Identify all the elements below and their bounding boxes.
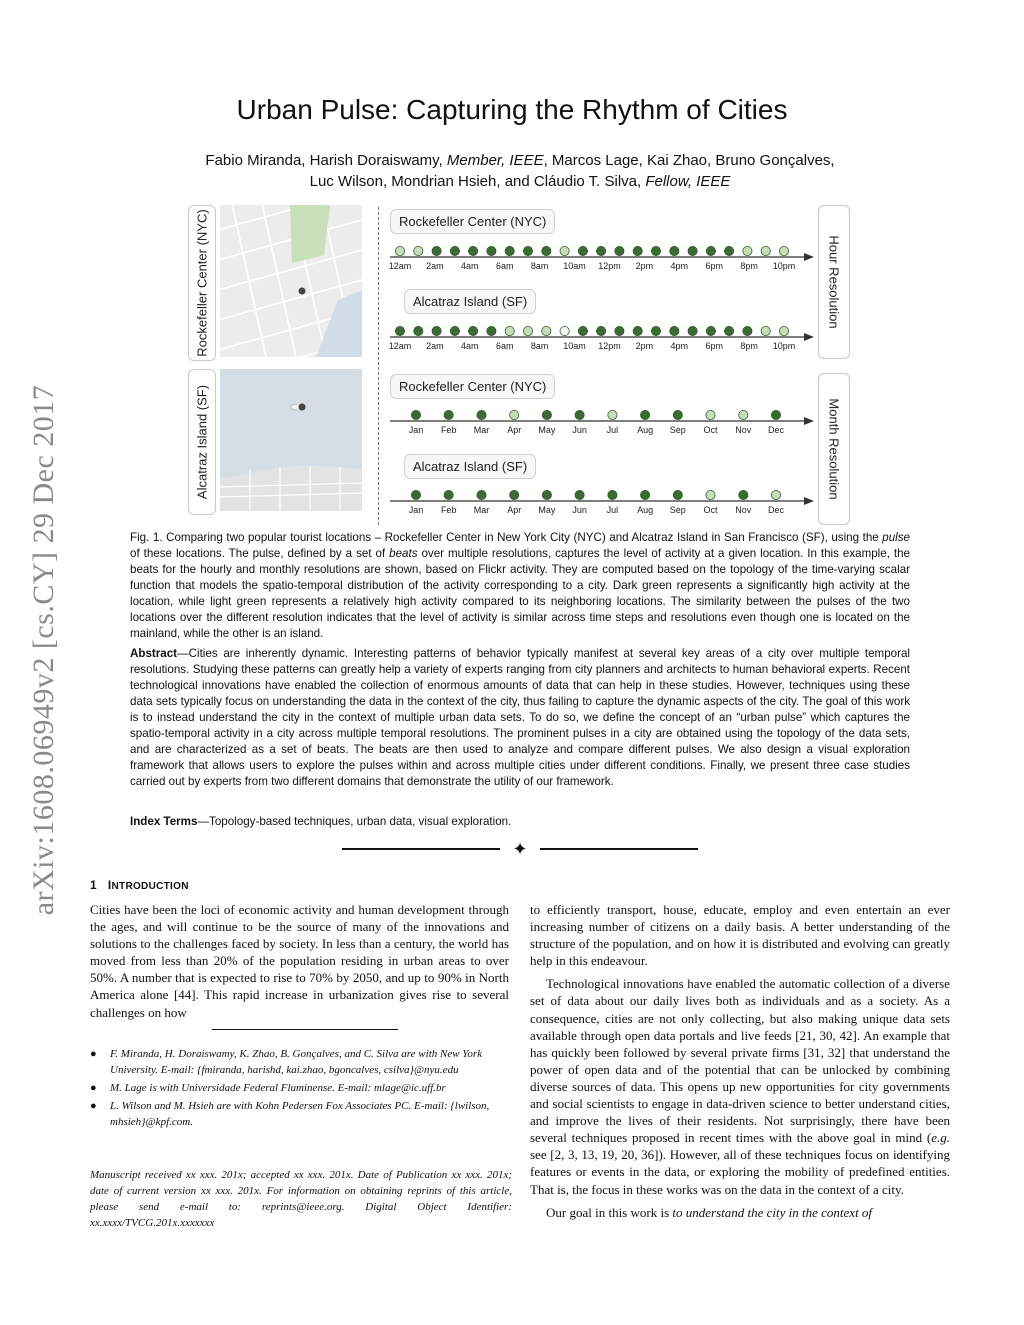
- beat-marker: [560, 246, 569, 255]
- beat-marker: [761, 326, 770, 335]
- tick-label: Aug: [637, 505, 654, 515]
- beat-marker: [608, 410, 617, 419]
- beat-marker: [743, 326, 752, 335]
- section-heading: [90, 878, 189, 892]
- tick-label: Sep: [669, 505, 686, 515]
- abstract-label: Abstract: [130, 647, 178, 660]
- right-label-hour: Hour Resolution: [826, 235, 842, 329]
- pulse-beats-chart: [386, 203, 816, 528]
- manuscript-note: Manuscript received xx xxx. 201x; accepted xx xxx. 201x. Date of Publication xx xxx. 201x; date of current version xx xxx. 201x. For information on obtaining reprints of this article, please send e-mail to: reprints@ieee.org. Digital Object Identifier: xx.xxxx/TVCG.201x.xxxxxxx: [90, 1169, 512, 1229]
- tick-label: May: [538, 425, 556, 435]
- tick-label: Feb: [440, 505, 457, 515]
- beat-marker: [578, 326, 587, 335]
- tick-label: Aug: [637, 425, 654, 435]
- tick-label: Oct: [703, 505, 718, 515]
- tick-label: 2pm: [635, 261, 654, 271]
- abstract-text: —Cities are inherently dynamic. Interesting patterns of behavior typically manifest at several key areas of a city over multiple temporal resolutions. Studying these patterns can greatly help a variety of experts ranging from city planners and architects to human behavioral experts. Recent technological innovations have enabled the collection of enormous amounts of data that can help in these studies. However, techniques using these data sets typically focus on understanding the data in the context of the city, thus failing to capture the dynamic aspects of the city. The goal of this work is to instead understand the city in the context of multiple urban data sets. To do so, we define the concept of an “urban pulse” which captures the spatio-temporal activity in a city across multiple temporal resolutions. The prominent pulses in a city are obtained using the topology of the data sets, and are characterized as a set of beats. The beats are then used to analyze and compare different pulses. We also design a visual exploration framework that allows users to explore the pulses within and across multiple cities under different conditions. Finally, we present three case studies carried out by experts from two different domains that demonstrate the utility of our framework.: [130, 647, 910, 788]
- separator-line-left: [342, 848, 500, 850]
- figure-divider: [378, 207, 379, 525]
- section-number: 1: [90, 878, 97, 892]
- beat-marker: [670, 246, 679, 255]
- beat-marker: [771, 410, 780, 419]
- tick-label: 12pm: [598, 261, 621, 271]
- pill-nyc-hour: Rockefeller Center (NYC): [390, 209, 555, 234]
- right-p2-b: see [2, 3, 13, 19, 20, 36]). However, all of these techniques focus on identifying features or events in the data, or exploring the mobility of predefined entities. That is, the focus in these works was on the data in the context of a city.: [530, 1147, 950, 1197]
- caption-part-1: Fig. 1. Comparing two popular tourist locations – Rockefeller Center in New York City (NYC) and Alcatraz Island in San Francisco (SF), using the: [130, 531, 883, 544]
- tick-label: 4am: [461, 261, 479, 271]
- pill-sf-month: Alcatraz Island (SF): [404, 454, 536, 479]
- beat-marker: [673, 410, 682, 419]
- authors-line2-role: Fellow, IEEE: [645, 173, 731, 190]
- index-terms: [130, 814, 910, 830]
- footnote-text: F. Miranda, H. Doraiswamy, K. Zhao, B. Gonçalves, and C. Silva are with New York University. E-mail: {fmiranda, harishd, kai.zhao, bgoncalves, csilva}@nyu.edu: [110, 1048, 483, 1076]
- beat-marker: [444, 490, 453, 499]
- section-title-rest: NTRODUCTION: [111, 881, 189, 892]
- section-first-letter: I: [107, 878, 112, 892]
- caption-italic-pulse: pulse: [882, 531, 910, 544]
- right-paragraph-1: to efficiently transport, house, educate, employ and even entertain an ever increasing number of citizens on a daily basis. A better understanding of the structure of the population, and on how it is distributed and evolving can greatly help in this endeavour.: [530, 902, 950, 969]
- section-separator: [342, 838, 698, 860]
- footnote-rule: [212, 1029, 398, 1030]
- tick-label: Mar: [473, 505, 490, 515]
- right-p2-eg: e.g.: [931, 1130, 950, 1146]
- arxiv-identifier-text: arXiv:1608.06949v2 [cs.CY] 29 Dec 2017: [27, 384, 60, 916]
- beat-marker: [761, 246, 770, 255]
- beat-marker: [743, 246, 752, 255]
- beat-marker: [411, 490, 420, 499]
- caption-italic-beats: beats: [389, 547, 418, 560]
- beat-marker: [510, 410, 519, 419]
- beat-marker: [450, 246, 459, 255]
- tick-label: 8pm: [740, 341, 758, 351]
- tick-label: 10am: [563, 261, 586, 271]
- beat-marker: [779, 326, 788, 335]
- beat-marker: [651, 326, 660, 335]
- intro-left-column: Cities have been the loci of economic activity and human development through the ages, and will continue to be the source of many of the innovations and solutions to the challenges faced by society. In less than a century, the world has moved from less than 20% of the population residing in urban areas to over 50%. A number that is expected to rise to 70% by 2050, and up to 90% in North America alone [44]. This rapid increase in urbanization gives rise to several challenges on how: [90, 902, 509, 1020]
- beat-marker: [487, 326, 496, 335]
- tick-label: Oct: [703, 425, 718, 435]
- tick-label: Jan: [408, 425, 424, 435]
- tick-label: Mar: [473, 425, 490, 435]
- footnote-bullet-icon: ●: [90, 1100, 97, 1112]
- beat-marker: [688, 326, 697, 335]
- author-list: [120, 150, 920, 192]
- beat-marker: [523, 246, 532, 255]
- beat-marker: [633, 246, 642, 255]
- right-paragraph-3: [530, 1204, 950, 1221]
- footnote-item: [88, 1046, 510, 1078]
- authors-line2-a: Luc Wilson, Mondrian Hsieh, and Cláudio T. Silva,: [309, 173, 646, 190]
- tick-label: 6pm: [705, 261, 723, 271]
- tick-label: Jul: [606, 505, 619, 515]
- beat-marker: [542, 410, 551, 419]
- tick-label: 2am: [426, 261, 444, 271]
- beat-marker: [469, 326, 478, 335]
- beat-marker: [597, 326, 606, 335]
- beat-marker: [395, 326, 404, 335]
- tick-label: 8pm: [740, 261, 758, 271]
- authors-line1-role: Member, IEEE: [446, 152, 544, 169]
- tick-label: Dec: [767, 505, 785, 515]
- beat-marker: [505, 326, 514, 335]
- tick-label: 2am: [426, 341, 444, 351]
- beat-marker: [414, 246, 423, 255]
- footnote-text: L. Wilson and M. Hsieh are with Kohn Pedersen Fox Associates PC. E-mail: {lwilson, mhsieh}@kpf.com.: [110, 1100, 490, 1128]
- paper-title: Urban Pulse: Capturing the Rhythm of Cities: [236, 94, 788, 125]
- beat-marker: [414, 326, 423, 335]
- tick-label: Jun: [572, 425, 587, 435]
- beat-marker: [706, 490, 715, 499]
- tick-label: 4pm: [670, 341, 689, 351]
- beat-marker: [739, 490, 748, 499]
- footnotes: [88, 1046, 510, 1132]
- left-label-nyc: Rockefeller Center (NYC): [194, 209, 210, 357]
- figure-caption: [130, 530, 910, 642]
- beat-marker: [523, 326, 532, 335]
- tick-label: Jul: [606, 425, 619, 435]
- beat-marker: [432, 246, 441, 255]
- beat-marker: [444, 410, 453, 419]
- beat-marker: [450, 326, 459, 335]
- abstract: [130, 646, 910, 790]
- beat-marker: [575, 410, 584, 419]
- beat-marker: [505, 246, 514, 255]
- tick-label: Apr: [507, 505, 522, 515]
- separator-diamond-icon: ✦: [512, 839, 528, 859]
- authors-line1-a: Fabio Miranda, Harish Doraiswamy,: [205, 152, 447, 169]
- beat-marker: [432, 326, 441, 335]
- beat-marker: [477, 490, 486, 499]
- left-label-tab-nyc: [188, 205, 216, 361]
- beat-marker: [615, 246, 624, 255]
- beat-marker: [560, 326, 569, 335]
- right-label-tab-hour: [818, 205, 850, 359]
- footnote-bullet-icon: ●: [90, 1082, 97, 1094]
- index-terms-text: —Topology-based techniques, urban data, visual exploration.: [197, 815, 512, 828]
- footnote-item: [88, 1098, 510, 1130]
- tick-label: Nov: [735, 505, 752, 515]
- map-nyc: [220, 205, 362, 357]
- pill-sf-hour: Alcatraz Island (SF): [404, 289, 536, 314]
- tick-label: Nov: [735, 425, 752, 435]
- tick-label: 8am: [530, 261, 549, 271]
- beat-marker: [633, 326, 642, 335]
- map-sf: [220, 369, 362, 511]
- right-p2-a: Technological innovations have enabled the automatic collection of a diverse set of data about our daily lives both as individuals and as a society. As a consequence, cities are not only collecting, but also making unique data sets available through open data portals and live feeds [21, 30, 42]. An example that has quickly been followed by several private firms [31, 32] that understand the power of open data and of the potential that can be unlocked by combining diverse sources of data. This opens up new opportunities for city governments and social scientists to engage in data-driven science to better understand cities, and improve the lives of their residents. Not surprisingly, there have been several techniques proposed in recent times with the above goal in mind (: [530, 976, 950, 1146]
- beat-marker: [477, 410, 486, 419]
- tick-label: Jun: [572, 505, 587, 515]
- tick-label: 12am: [388, 341, 412, 351]
- tick-label: 8am: [530, 341, 549, 351]
- beat-marker: [411, 410, 420, 419]
- beat-marker: [487, 246, 496, 255]
- left-label-tab-sf: [188, 369, 216, 515]
- figure-1: [186, 203, 854, 528]
- timeline-arrow-icon: [804, 497, 814, 505]
- beat-marker: [725, 246, 734, 255]
- beat-marker: [615, 326, 624, 335]
- beat-marker: [597, 246, 606, 255]
- beat-marker: [395, 246, 404, 255]
- map-nyc-graphic: [220, 205, 362, 357]
- separator-line-right: [540, 848, 698, 850]
- right-p3-a: Our goal in this work is: [546, 1204, 673, 1220]
- beat-marker: [706, 410, 715, 419]
- footnote-item: [88, 1080, 510, 1096]
- authors-line1-b: , Marcos Lage, Kai Zhao, Bruno Gonçalves,: [543, 152, 835, 169]
- beat-marker: [771, 490, 780, 499]
- beat-marker: [608, 490, 617, 499]
- beat-marker: [542, 490, 551, 499]
- beat-marker: [542, 246, 551, 255]
- tick-label: 6am: [495, 341, 514, 351]
- beat-marker: [641, 490, 650, 499]
- arxiv-identifier: [20, 350, 68, 950]
- beat-marker: [739, 410, 748, 419]
- footnote-text: M. Lage is with Universidade Federal Fluminense. E-mail: mlage@ic.uff.br: [110, 1082, 446, 1094]
- right-paragraph-2: [530, 975, 950, 1197]
- beat-marker: [725, 326, 734, 335]
- beat-marker: [670, 326, 679, 335]
- tick-label: May: [538, 505, 556, 515]
- beat-marker: [651, 246, 660, 255]
- tick-label: 10am: [563, 341, 586, 351]
- tick-label: 4am: [461, 341, 479, 351]
- beat-marker: [578, 246, 587, 255]
- tick-label: Jan: [408, 505, 424, 515]
- tick-label: 10pm: [772, 341, 796, 351]
- beat-marker: [706, 246, 715, 255]
- timeline-arrow-icon: [804, 333, 814, 341]
- timeline-arrow-icon: [804, 253, 814, 261]
- tick-label: Dec: [767, 425, 785, 435]
- tick-label: 6am: [495, 261, 514, 271]
- tick-label: Sep: [669, 425, 686, 435]
- right-label-month: Month Resolution: [826, 398, 842, 500]
- tick-label: 10pm: [772, 261, 796, 271]
- caption-part-2: of these locations. The pulse, defined by a set of: [130, 547, 390, 560]
- footnote-bullet-icon: ●: [90, 1048, 97, 1060]
- tick-label: 12am: [388, 261, 412, 271]
- tick-label: 2pm: [635, 341, 654, 351]
- beat-marker: [575, 490, 584, 499]
- right-label-tab-month: [818, 373, 850, 525]
- pill-nyc-month: Rockefeller Center (NYC): [390, 374, 555, 399]
- index-terms-label: Index Terms: [130, 815, 198, 828]
- tick-label: Apr: [507, 425, 522, 435]
- beat-marker: [510, 490, 519, 499]
- beat-marker: [641, 410, 650, 419]
- tick-label: Feb: [440, 425, 457, 435]
- beat-marker: [542, 326, 551, 335]
- intro-right-column: [530, 901, 950, 1227]
- beat-marker: [688, 246, 697, 255]
- timeline-arrow-icon: [804, 417, 814, 425]
- beat-marker: [673, 490, 682, 499]
- left-label-sf: Alcatraz Island (SF): [194, 384, 210, 500]
- map-sf-graphic: [220, 369, 362, 511]
- beat-marker: [706, 326, 715, 335]
- beat-marker: [779, 246, 788, 255]
- tick-label: 6pm: [705, 341, 723, 351]
- beat-marker: [469, 246, 478, 255]
- tick-label: 12pm: [598, 341, 621, 351]
- tick-label: 4pm: [670, 261, 689, 271]
- right-p3-italic: to understand the city in the context of: [672, 1204, 873, 1220]
- caption-part-3: over multiple resolutions, captures the level of activity at a given location. In this example, the beats for the hourly and monthly resolutions are shown, based on Flickr activity. They are computed based on the topology of the time-varying scalar function that models the spatio-temporal distribution of the activity corresponding to a city. Dark green represents a significantly high activity at the location, while light green represents a relatively high activity compared to its neighboring locations. The similarity between the pulses of the two locations over the different resolution indicates that the level of activity is similar across time steps and resolutions even though one is located on the mainland, while the other is an island.: [130, 547, 911, 640]
